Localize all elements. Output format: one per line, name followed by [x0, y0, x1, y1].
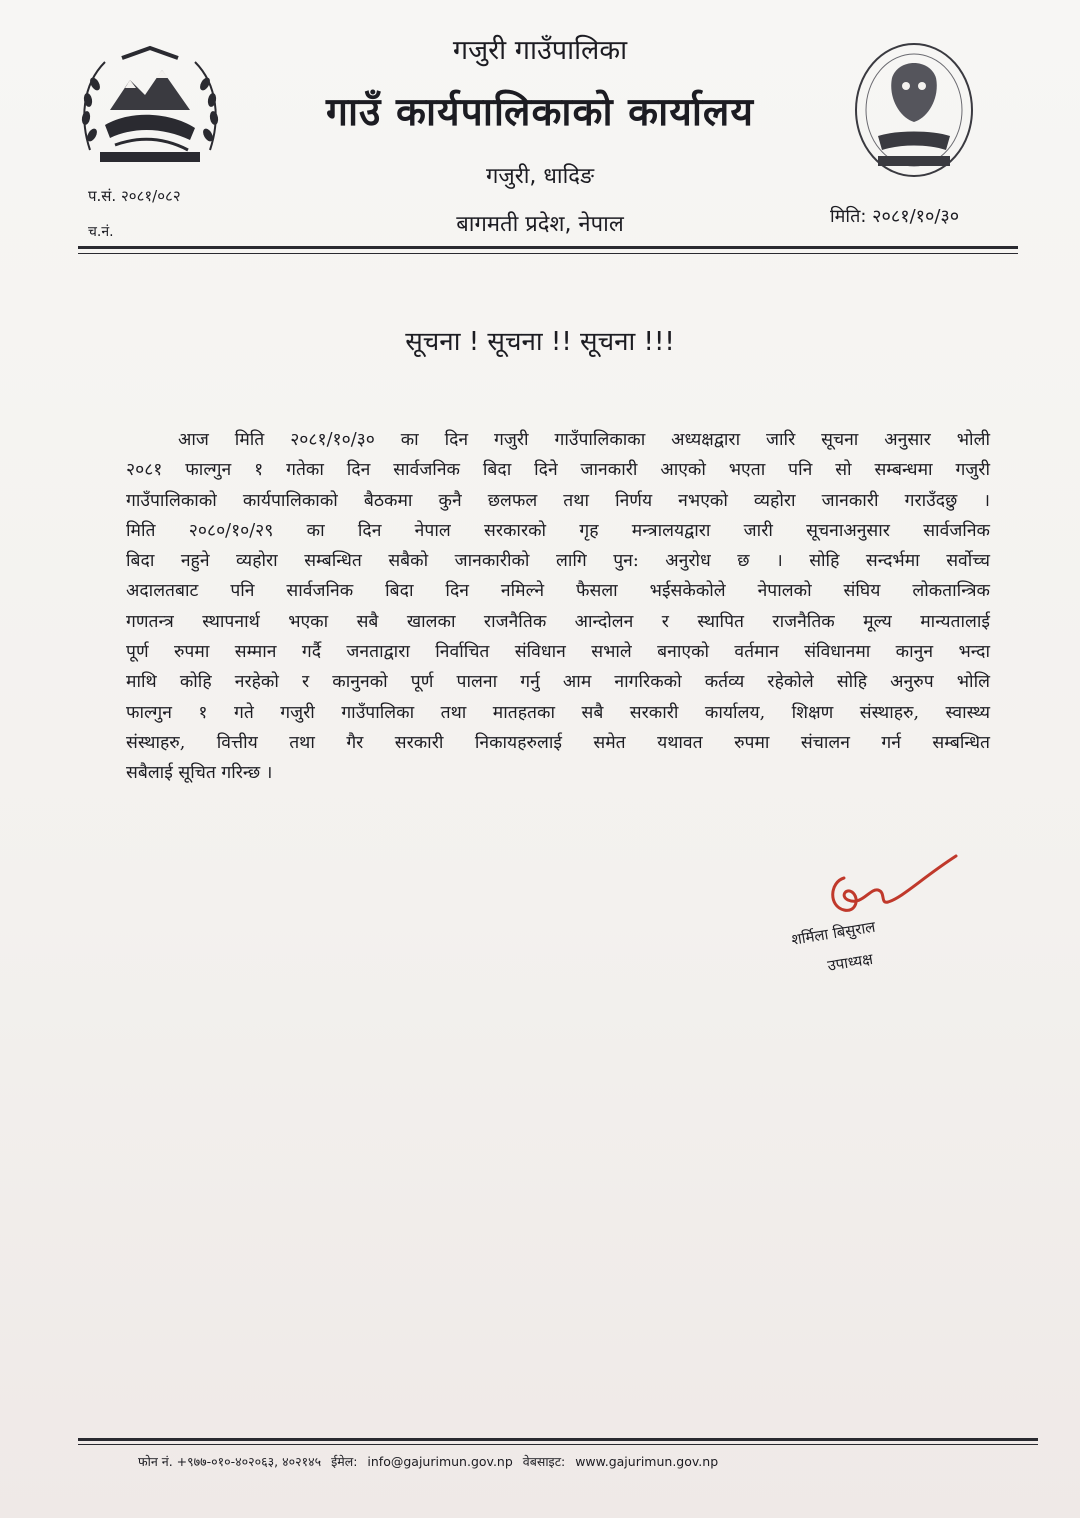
notice-line: संस्थाहरु, वित्तीय तथा गैर सरकारी निकायहरुलाई समेत यथावत रुपमा संचालन गर्न सम्बन्धित: [126, 732, 990, 753]
municipality-name: गजुरी गाउँपालिका: [452, 35, 628, 66]
municipality-logo-icon: [848, 38, 980, 188]
notice-line: २०८१ फाल्गुन १ गतेका दिन सार्वजनिक बिदा दिने जानकारी आएको भएता पनि सो सम्बन्धमा गजुरी: [126, 460, 990, 481]
header-divider-thin: [78, 253, 1018, 254]
notice-title: सूचना ! सूचना !! सूचना !!!: [405, 327, 675, 357]
letterhead: [0, 0, 1080, 260]
signatory-title: उपाध्यक्ष: [826, 949, 875, 975]
notice-line: आज मिति २०८१/१०/३० का दिन गजुरी गाउँपालिकाका अध्यक्षद्वारा जारि सूचना अनुसार भोली: [178, 430, 990, 450]
notice-body: [126, 425, 990, 789]
footer-website[interactable]: www.gajurimun.gov.np: [575, 1454, 719, 1469]
footer-divider: [78, 1438, 1038, 1441]
notice-line: सबैलाई सूचित गरिन्छ ।: [126, 763, 273, 784]
footer-divider-thin: [78, 1444, 1038, 1445]
footer-contact: [138, 1453, 1018, 1470]
notice-line: पूर्ण रुपमा सम्मान गर्दै जनताद्वारा निर्वाचित संविधान सभाले बनाएको वर्तमान संविधानमा कानुन भन्दा: [126, 642, 990, 663]
notice-line: गाउँपालिकाको कार्यपालिकाको बैठकमा कुनै छलफल तथा निर्णय नभएको व्यहोरा जानकारी गराउँदछु ।: [126, 490, 990, 511]
footer-email-label: ईमेल:: [331, 1454, 358, 1469]
signature-icon: [822, 848, 962, 928]
notice-line: बिदा नहुने व्यहोरा सम्बन्धित सबैको जानकारीको लागि पुन: अनुरोध छ । सोहि सन्दर्भमा सर्वोच्च: [126, 551, 990, 572]
signatory-name: शर्मिला बिसुराल: [790, 917, 877, 949]
notice-line: अदालतबाट पनि सार्वजनिक बिदा दिन नमिल्ने फैसला भईसकेकोले नेपालको संघिय लोकतान्त्रिक: [126, 581, 990, 602]
footer-email[interactable]: info@gajurimun.gov.np: [367, 1454, 513, 1469]
notice-line: गणतन्त्र स्थापनार्थ भएका सबै खालका राजनैतिक आन्दोलन र स्थापित राजनैतिक मूल्य मान्यतालाई: [126, 611, 990, 632]
reference-number: प.सं. २०८१/०८२: [88, 187, 181, 205]
office-name: गाउँ कार्यपालिकाको कार्यालय: [326, 90, 754, 135]
notice-line: मिति २०८०/१०/२९ का दिन नेपाल सरकारको गृह मन्त्रालयद्वारा जारी सूचनाअनुसार सार्वजनिक: [126, 520, 990, 541]
footer-website-label: वेबसाइट:: [522, 1454, 566, 1469]
header-divider: [78, 246, 1018, 249]
letter-date: मिति: २०८१/१०/३०: [830, 206, 960, 227]
office-province: बागमती प्रदेश, नेपाल: [456, 212, 624, 237]
dispatch-number: च.नं.: [88, 224, 114, 240]
notice-line: फाल्गुन १ गते गजुरी गाउँपालिका तथा मातहतका सबै सरकारी कार्यालय, शिक्षण संस्थाहरु, स्वास्थ्य: [126, 702, 990, 723]
notice-line: माथि कोहि नरहेको र कानुनको पूर्ण पालना गर्नु आम नागरिकको कर्तव्य रहेकोले सोहि अनुरुप भोलि: [126, 672, 990, 693]
footer-phone: फोन नं. +९७७-०१०-४०२०६३, ४०२१४५: [138, 1454, 322, 1469]
office-address: गजुरी, धादिङ: [485, 164, 594, 189]
